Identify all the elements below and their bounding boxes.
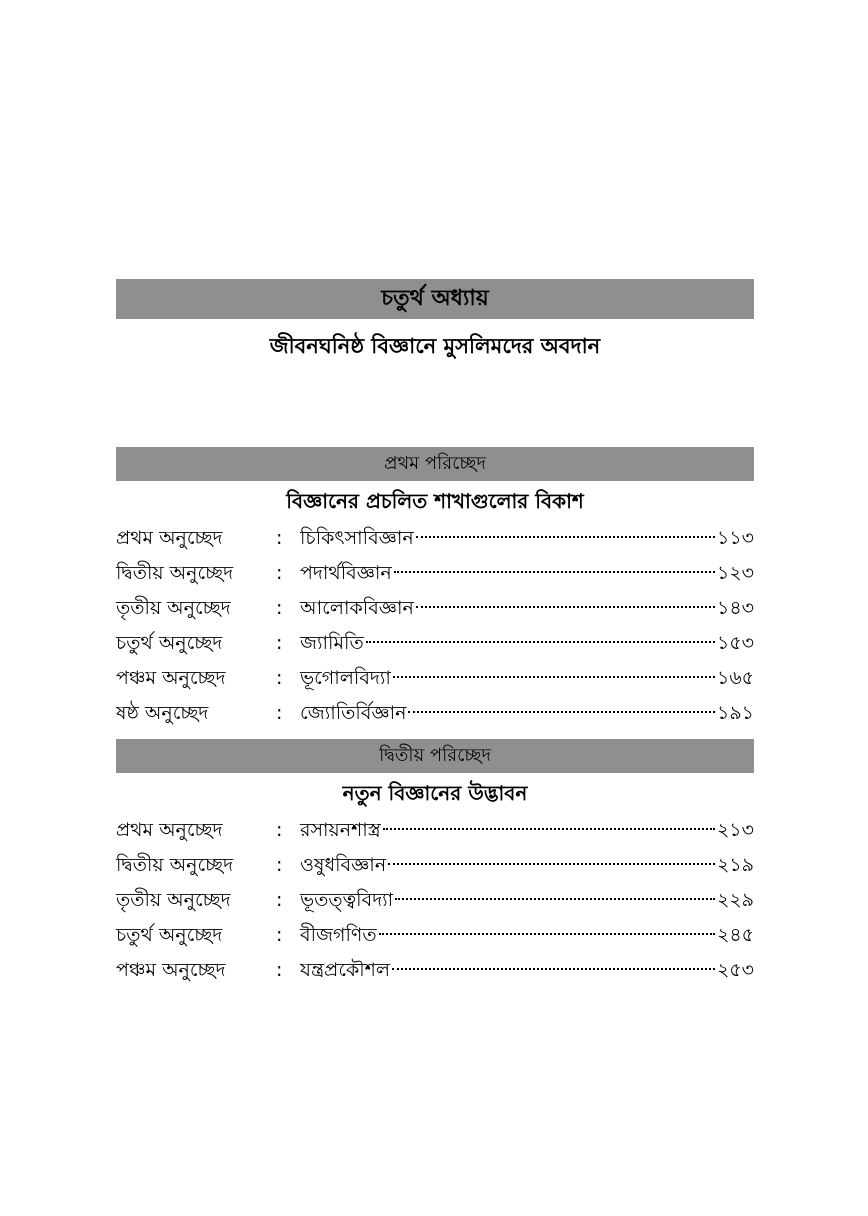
toc-page-number: ১২৩ (716, 562, 754, 584)
dot-leader (392, 968, 715, 970)
toc-colon: : (276, 959, 283, 981)
toc-page-number: ২৪৫ (716, 924, 754, 946)
toc-title: আলোকবিজ্ঞান (300, 597, 414, 619)
dot-leader (416, 606, 715, 608)
dot-leader (383, 828, 715, 830)
dot-leader (394, 571, 715, 573)
toc-paragraph-label: তৃতীয় অনুচ্ছেদ (116, 889, 231, 911)
toc-page-number: ১৬৫ (716, 667, 754, 689)
toc-title: বীজগণিত (300, 924, 377, 946)
toc-entry[interactable] (116, 953, 754, 988)
toc-title: ভূতত্ত্ববিদ্যা (300, 889, 394, 911)
toc-colon: : (276, 854, 283, 876)
toc-paragraph-label: দ্বিতীয় অনুচ্ছেদ (116, 562, 234, 584)
toc-title: জ্যোতির্বিজ্ঞান (300, 702, 407, 724)
toc-entry[interactable] (116, 848, 754, 883)
toc-title: ওষুধবিজ্ঞান (300, 854, 387, 876)
chapter-subtitle: জীবনঘনিষ্ঠ বিজ্ঞানে মুসলিমদের অবদান (269, 334, 601, 358)
toc-paragraph-label: চতুর্থ অনুচ্ছেদ (116, 924, 223, 946)
toc-entry[interactable] (116, 918, 754, 953)
toc-colon: : (276, 702, 283, 724)
toc-paragraph-label: চতুর্থ অনুচ্ছেদ (116, 632, 223, 654)
dot-leader (379, 933, 715, 935)
toc-entry[interactable] (116, 883, 754, 918)
toc-entry[interactable] (116, 696, 754, 731)
toc-colon: : (276, 667, 283, 689)
toc-paragraph-label: প্রথম অনুচ্ছেদ (116, 819, 223, 841)
toc-page-number: ২১৯ (716, 854, 754, 876)
toc-paragraph-label: পঞ্চম অনুচ্ছেদ (116, 959, 226, 981)
dot-leader (395, 898, 715, 900)
toc-page-number: ১৫৩ (716, 632, 754, 654)
toc-page-number: ২১৩ (716, 819, 754, 841)
dot-leader (393, 676, 715, 678)
toc-paragraph-label: তৃতীয় অনুচ্ছেদ (116, 597, 231, 619)
toc-colon: : (276, 924, 283, 946)
toc-title: জ্যামিতি (300, 632, 364, 654)
toc-title: ভূগোলবিদ্যা (300, 667, 391, 689)
toc-entry[interactable] (116, 661, 754, 696)
toc-colon: : (276, 632, 283, 654)
section-1-subtitle: বিজ্ঞানের প্রচলিত শাখাগুলোর বিকাশ (286, 489, 584, 513)
section-2-subtitle: নতুন বিজ্ঞানের উদ্ভাবন (342, 781, 528, 805)
toc-paragraph-label: দ্বিতীয় অনুচ্ছেদ (116, 854, 234, 876)
toc-page-number: ১৯১ (717, 702, 754, 724)
toc-page-number: ২২৯ (716, 889, 754, 911)
toc-page-number: ১৪৩ (716, 597, 754, 619)
toc-title: চিকিৎসাবিজ্ঞান (300, 527, 414, 549)
toc-title: রসায়নশাস্ত্র (300, 819, 381, 841)
section-1-heading: প্রথম পরিচ্ছেদ (116, 447, 754, 481)
toc-colon: : (276, 527, 283, 549)
toc-entry[interactable] (116, 591, 754, 626)
section-2-entries (116, 813, 754, 988)
toc-page (116, 279, 754, 988)
toc-colon: : (276, 562, 283, 584)
toc-paragraph-label: প্রথম অনুচ্ছেদ (116, 527, 223, 549)
toc-title: পদার্থবিজ্ঞান (300, 562, 392, 584)
toc-colon: : (276, 819, 283, 841)
toc-paragraph-label: ষষ্ঠ অনুচ্ছেদ (116, 702, 209, 724)
toc-paragraph-label: পঞ্চম অনুচ্ছেদ (116, 667, 226, 689)
toc-page-number: ২৫৩ (716, 959, 754, 981)
toc-entry[interactable] (116, 813, 754, 848)
dot-leader (366, 641, 715, 643)
toc-page-number: ১১৩ (716, 527, 754, 549)
toc-entry[interactable] (116, 556, 754, 591)
toc-entry[interactable] (116, 521, 754, 556)
toc-title: যন্ত্রপ্রকৌশল (300, 959, 391, 981)
dot-leader (416, 536, 715, 538)
toc-colon: : (276, 889, 283, 911)
toc-colon: : (276, 597, 283, 619)
dot-leader (388, 863, 715, 865)
toc-entry[interactable] (116, 626, 754, 661)
dot-leader (408, 711, 715, 713)
section-1-entries (116, 521, 754, 731)
chapter-heading: চতুর্থ অধ্যায় (116, 279, 754, 319)
section-2-heading: দ্বিতীয় পরিচ্ছেদ (116, 739, 754, 773)
